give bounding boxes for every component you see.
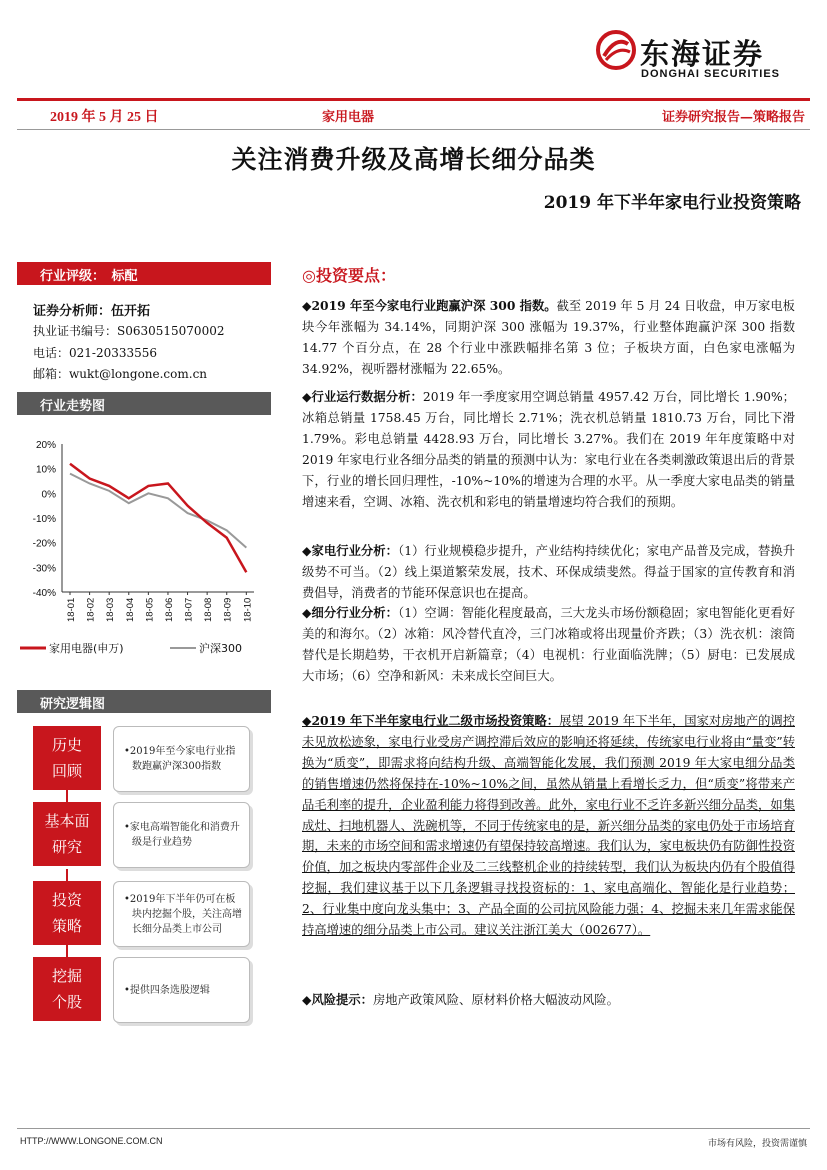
phone-number: 电话：021-20333556 <box>33 346 158 360</box>
x-tick-label: 18-08 <box>203 597 215 622</box>
footer-rule <box>17 1128 810 1129</box>
paragraph-risk-warning: ◆风险提示：房地产政策风险、原材料价格大幅波动风险。 <box>302 992 619 1007</box>
paragraph-operating-data: ◆行业运行数据分析：2019 年一季度家用空调总销量 4957.42 万台，同比增长 1.90%；冰箱总销量 1758.45 万台，同比增长 2.71%；洗衣机总销量 1810.73 万台，同比下滑 1.79%。彩电总销量 4428.93 万台，同比增长 3.27%。我们在 2019 年年度策略中对 2019 年家电行业各细分品类的销量的预测中认为：家电行业在各类刺激政策退出后的背景下，行业的增长回归理性，-10%~10%的增速为合理的水平。从一季度大家电品类的销量增速来看，空调、冰箱、洗衣机和彩电的销量增速均符合我们的预期。 <box>302 389 795 509</box>
header-rule <box>17 98 810 101</box>
y-tick-label: -10% <box>32 514 56 525</box>
y-tick-label: 0% <box>41 489 56 501</box>
logic-step-strategy: 投资 策略 <box>33 881 101 945</box>
logic-desc-history: •2019年至今家电行业指数跑赢沪深300指数 <box>113 726 250 792</box>
header-divider <box>17 129 810 130</box>
analyst-name: 证券分析师：伍开拓 <box>33 304 151 319</box>
x-tick-label: 18-06 <box>163 597 175 622</box>
paragraph-index-performance: ◆2019 年至今家电行业跑赢沪深 300 指数。截至 2019 年 5 月 24 日收盘，申万家电板块今年涨幅为 34.14%，同期沪深 300 涨幅为 19.37%，行业整体跑赢沪深 300 指数 14.77 个百分点，在 28 个行业中涨跌幅排名第 3 位；子板块方面，白色家电涨幅为 34.92%，视听器材涨幅为 22.65%。 <box>302 298 795 376</box>
email-address: 邮箱：wukt@longone.com.cn <box>33 367 208 381</box>
logic-desc-stocks: •提供四条选股逻辑 <box>113 957 250 1023</box>
trend-section-title: 行业走势图 <box>40 399 106 414</box>
y-tick-label: 10% <box>35 464 56 476</box>
paragraph-segment-analysis: ◆细分行业分析：（1）空调：智能化程度最高，三大龙头市场份额稳固；家电智能化更看好美的和海尔。（2）冰箱：风冷替代直冷，三门冰箱或将出现量价齐跌；（3）洗衣机：滚筒替代是长期趋势，干衣机开启新篇章；（4）电视机：行业面临洗牌；（5）厨电：已发展成大市场；（6）空净和新风：未来成长空间巨大。 <box>302 605 795 683</box>
y-tick-label: 20% <box>35 440 56 451</box>
key-points-heading: ◎投资要点： <box>302 266 396 285</box>
report-subtitle: 2019 年下半年家电行业投资策略 <box>543 193 801 213</box>
logic-desc-strategy: •2019年下半年仍可在板块内挖掘个股，关注高增长细分品类上市公司 <box>113 881 250 947</box>
y-tick-label: -20% <box>32 538 56 550</box>
logic-connector <box>66 945 68 957</box>
x-tick-label: 18-05 <box>144 597 156 622</box>
footer-url: HTTP://WWW.LONGONE.COM.CN <box>20 1136 163 1146</box>
logic-step-stocks: 挖掘 个股 <box>33 957 101 1021</box>
logic-step-history: 历史 回顾 <box>33 726 101 790</box>
brand-name-cn: 东海证券 <box>640 37 765 71</box>
logic-section-title: 研究逻辑图 <box>40 697 106 712</box>
series-line <box>70 464 246 573</box>
industry-trend-chart <box>20 430 272 670</box>
logic-connector <box>66 790 68 802</box>
report-title: 关注消费升级及高增长细分品类 <box>231 145 596 174</box>
company-logo-icon <box>596 30 636 70</box>
x-tick-label: 18-03 <box>105 597 117 622</box>
paragraph-industry-analysis: ◆家电行业分析：（1）行业规模稳步提升，产业结构持续优化；家电产品普及完成，替换升级势不可当。（2）线上渠道繁荣发展，技术、环保成绩斐然。得益于国家的宣传教育和消费倡导，消费者的节能环保意识也在提高。 <box>302 543 795 600</box>
y-tick-label: -30% <box>32 563 56 575</box>
paragraph-investment-strategy: ◆2019 年下半年家电行业二级市场投资策略：展望 2019 年下半年，国家对房地产的调控未见放松迹象，家电行业受房产调控滞后效应的影响还将延续，传统家电行业将由“量变”转换为“质变”，即需求将向结构升级、高端智能化发展，我们预测 2019 年大家电细分品类的销售增速仍然将保持在-10%~10%之间，虽然从销量上看增长乏力，但“质变”将带来产品毛利率的提升，企业盈利能力将得到改善。此外，家电行业不乏许多新兴细分品类，如集成灶、扫地机器人、洗碗机等，不同于传统家电的是，新兴细分品类的家电仍处于市场培育期，未来的市场空间和需求增速仍有望保持较高增速。我们认为，家电板块仍有防御性投资价值，加之板块内零部件企业及二三线整机企业的持续转型，我们认为板块内仍有个股值得挖掘，我们建议基于以下几条逻辑寻找投资标的：1、家电高端化、智能化是行业趋势；2、行业集中度向龙头集中；3、产品全面的公司抗风险能力强；4、挖掘未来几年需求能保持高增速的细分品类上市公司。建议关注浙江美大（002677）。 <box>302 713 795 938</box>
footer-disclaimer: 市场有风险，投资需谨慎 <box>707 1139 807 1149</box>
y-tick-label: -40% <box>32 588 56 599</box>
logic-connector <box>66 869 68 881</box>
x-tick-label: 18-10 <box>242 597 254 622</box>
x-tick-label: 18-04 <box>124 597 136 622</box>
logic-desc-fundamentals: •家电高端智能化和消费升级是行业趋势 <box>113 802 250 868</box>
x-tick-label: 18-07 <box>183 597 195 622</box>
brand-name-en: DONGHAI SECURITIES <box>641 68 781 80</box>
legend-label: 家用电器(申万) <box>49 642 124 655</box>
x-tick-label: 18-02 <box>85 597 97 622</box>
industry-label: 家用电器 <box>322 110 375 125</box>
legend-label: 沪深300 <box>199 642 242 655</box>
industry-rating: 行业评级： 标配 <box>40 269 138 284</box>
report-type: 证券研究报告—策略报告 <box>661 110 805 125</box>
report-date: 2019 年 5 月 25 日 <box>50 110 159 125</box>
x-tick-label: 18-09 <box>222 597 234 622</box>
logic-step-fundamentals: 基本面 研究 <box>33 802 101 866</box>
license-number: 执业证书编号：S0630515070002 <box>33 324 225 338</box>
x-tick-label: 18-01 <box>66 597 77 622</box>
